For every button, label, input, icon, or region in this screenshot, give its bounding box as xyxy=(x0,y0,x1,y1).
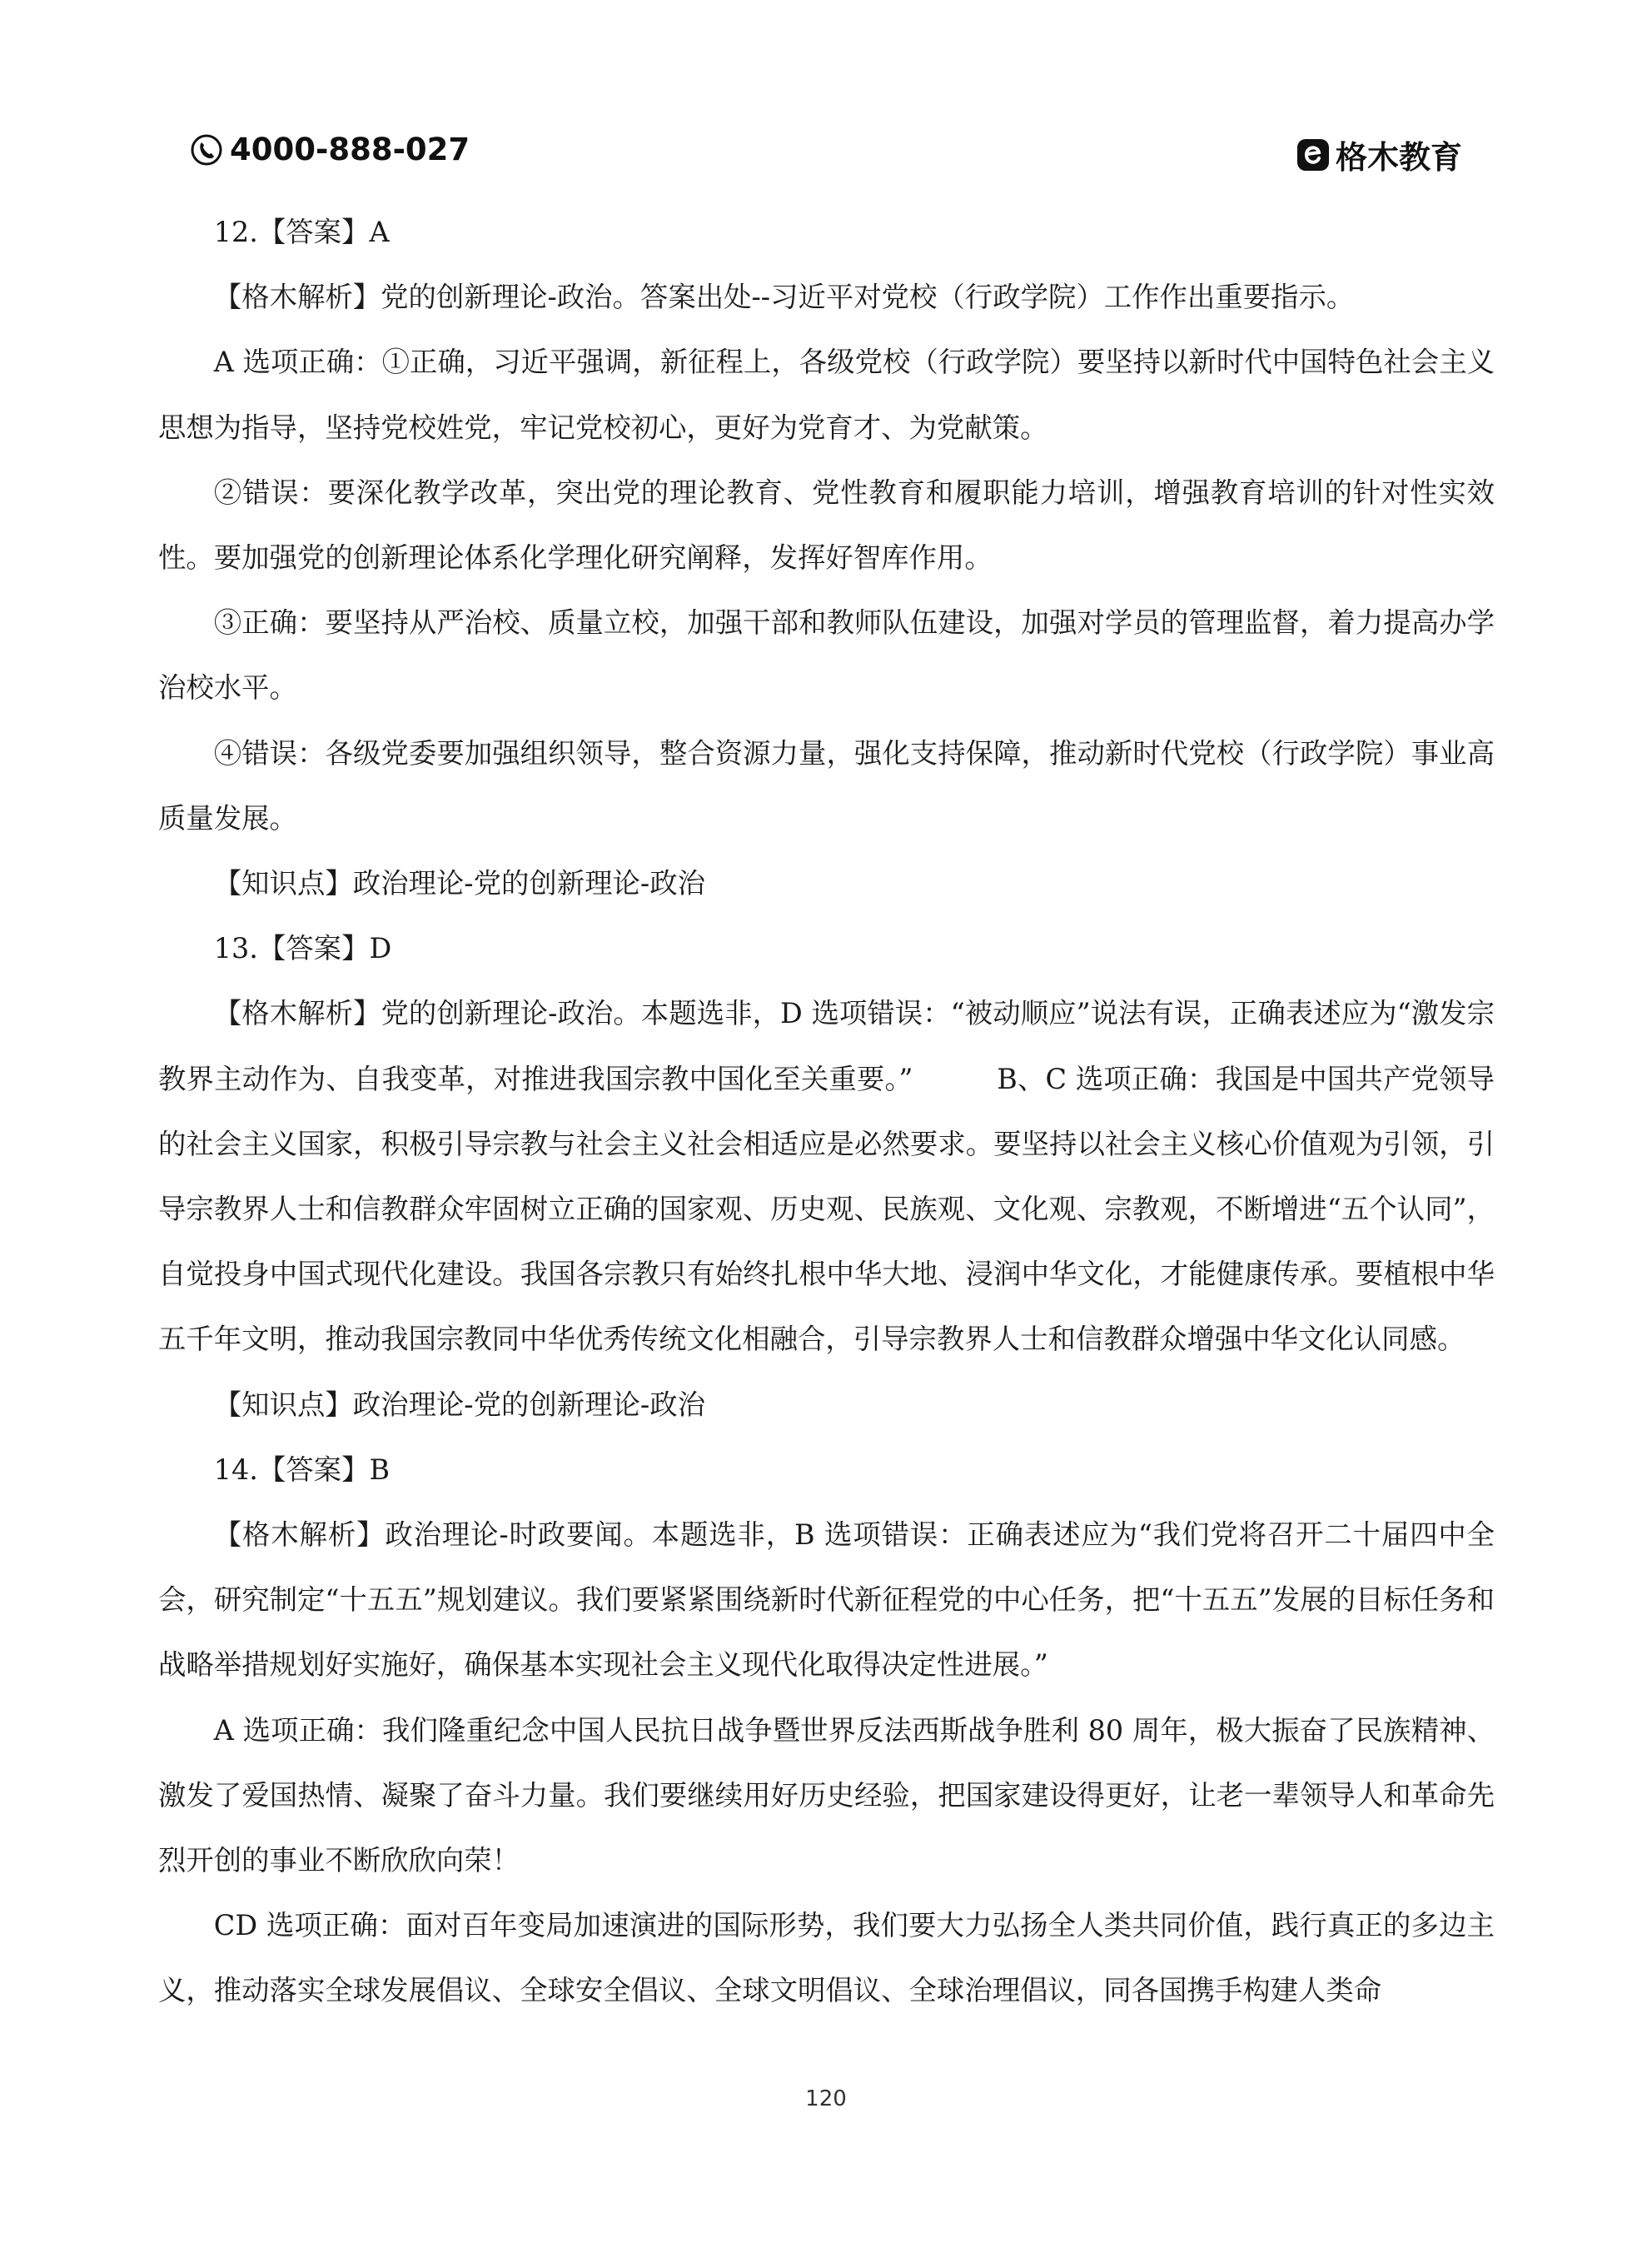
answer-12-heading: 12.【答案】A xyxy=(213,216,390,248)
analysis-14-option-a: A 选项正确：我们隆重纪念中国人民抗日战争暨世界反法西斯战争胜利 80 周年，极大振奋了民族精神、激发了爱国热情、凝聚了奋斗力量。我们要继续用好历史经验，把国家建设得更好，让老一辈领导人和革命先烈开创的事业不断欣欣向荣！ xyxy=(158,1713,1495,1877)
analysis-13: 【格木解析】党的创新理论-政治。本题选非，D 选项错误：“被动顺应”说法有误，正确表述应为“激发宗教界主动作为、自我变革，对推进我国宗教中国化至关重要。” B、C 选项正确：我国是中国共产党领导的社会主义国家，积极引导宗教与社会主义社会相适应是必然要求。要坚持以社会主义核心价值观为引领，引导宗教界人士和信教群众牢固树立正确的国家观、历史观、民族观、文化观、宗教观，不断增进“五个认同”，自觉投身中国式现代化建设。我国各宗教只有始终扎根中华大地、浸润中华文化，才能健康传承。要植根中华五千年文明，推动我国宗教同中华优秀传统文化相融合，引导宗教界人士和信教群众增强中华文化认同感。 xyxy=(158,997,1495,1356)
brand-logo-icon xyxy=(1296,137,1331,172)
answer-14-heading: 14.【答案】B xyxy=(213,1453,390,1486)
brand-name: 格木教育 xyxy=(1335,139,1462,176)
hotline-number: 4000-888-027 xyxy=(230,132,470,167)
hotline xyxy=(190,132,470,167)
brand-logo xyxy=(1296,132,1462,177)
page-number: 120 xyxy=(805,2086,847,2111)
knowledge-point-13: 【知识点】政治理论-党的创新理论-政治 xyxy=(213,1388,706,1421)
page-header xyxy=(190,132,1462,176)
analysis-14-option-cd: CD 选项正确：面对百年变局加速演进的国际形势，我们要大力弘扬全人类共同价值，践行真正的多边主义，推动落实全球发展倡议、全球安全倡议、全球文明倡议、全球治理倡议，同各国携手构建人类命 xyxy=(158,1909,1495,2007)
analysis-12-item-2: ②错误：要深化教学改革，突出党的理论教育、党性教育和履职能力培训，增强教育培训的针对性实效性。要加强党的创新理论体系化学理化研究阐释，发挥好智库作用。 xyxy=(158,476,1495,575)
answer-13-heading: 13.【答案】D xyxy=(213,932,392,965)
analysis-12-option-a: A 选项正确：①正确，习近平强调，新征程上，各级党校（行政学院）要坚持以新时代中国特色社会主义思想为指导，坚持党校姓党，牢记党校初心，更好为党育才、为党献策。 xyxy=(158,346,1495,444)
analysis-12-intro: 【格木解析】党的创新理论-政治。答案出处--习近平对党校（行政学院）工作作出重要指示。 xyxy=(213,281,1355,314)
analysis-12-item-3: ③正确：要坚持从严治校、质量立校，加强干部和教师队伍建设，加强对学员的管理监督，着力提高办学治校水平。 xyxy=(158,606,1495,705)
knowledge-point-12: 【知识点】政治理论-党的创新理论-政治 xyxy=(213,867,706,900)
analysis-12-item-4: ④错误：各级党委要加强组织领导，整合资源力量，强化支持保障，推动新时代党校（行政学院）事业高质量发展。 xyxy=(158,736,1495,835)
document-body xyxy=(158,200,1495,2024)
phone-icon xyxy=(190,133,223,167)
analysis-14-intro: 【格木解析】政治理论-时政要闻。本题选非，B 选项错误：正确表述应为“我们党将召开二十届四中全会，研究制定“十五五”规划建议。我们要紧紧围绕新时代新征程党的中心任务，把“十五五”发展的目标任务和战略举措规划好实施好，确保基本实现社会主义现代化取得决定性进展。” xyxy=(158,1518,1495,1682)
